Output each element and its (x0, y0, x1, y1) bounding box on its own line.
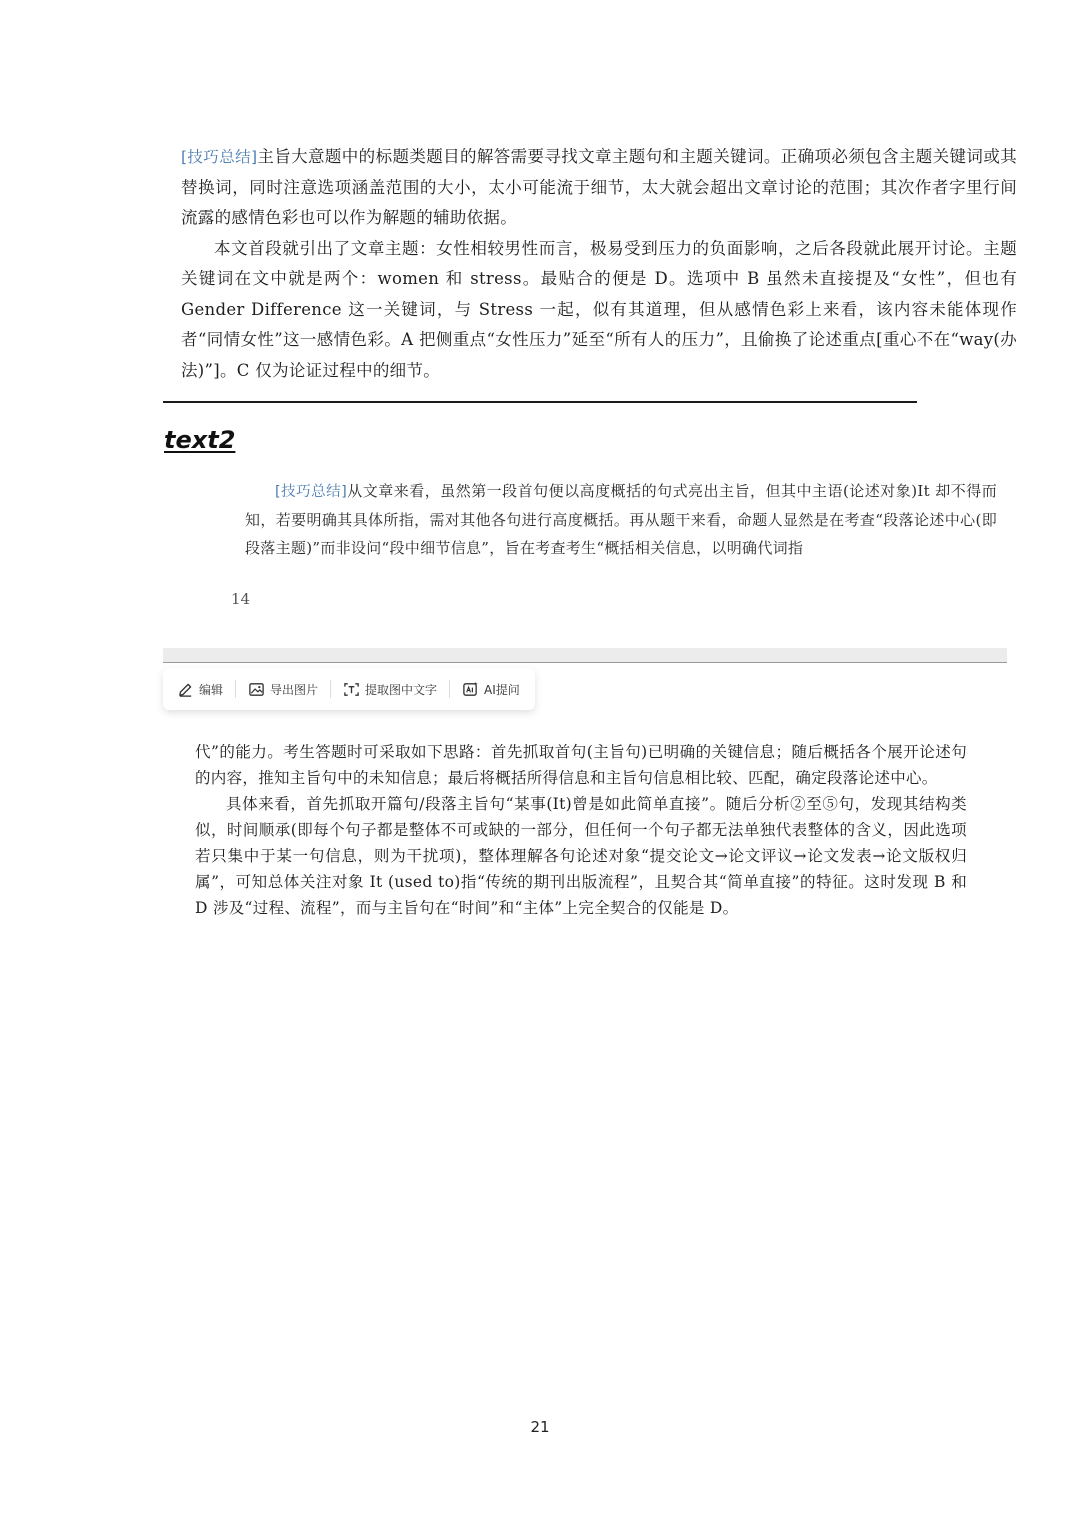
image-toolbar (163, 668, 535, 710)
extract-text-button[interactable] (337, 668, 443, 710)
toolbar-separator (330, 680, 331, 698)
toolbar-separator (235, 680, 236, 698)
image-icon (248, 681, 265, 698)
tip-summary-tag-2: [技巧总结] (275, 484, 348, 500)
paragraph-tip-summary (181, 142, 1017, 234)
pen-icon (177, 681, 194, 698)
text-scan-icon (343, 681, 360, 698)
scan-page-number: 14 (231, 590, 251, 608)
toolbar-separator (449, 680, 450, 698)
excerpt-text1 (181, 142, 1017, 386)
ai-ask-label: AI提问 (484, 682, 520, 697)
ai-icon (462, 681, 479, 698)
edit-label: 编辑 (199, 682, 224, 697)
export-image-button[interactable] (242, 668, 324, 710)
scan-edge-strip (163, 648, 1007, 663)
export-image-label: 导出图片 (270, 682, 319, 697)
paragraph-detailed-analysis: 具体来看，首先抓取开篇句/段落主旨句“某事(It)曾是如此简单直接”。随后分析②至⑤句，发现其结构类似，时间顺承(即每个句子都是整体不可或缺的一部分，但任何一个句子都无法单独代表整体的含义，因此选项若只集中于某一句信息，则为干扰项)，整体理解各句论述对象“提交论文→论文评议→论文发表→论文版权归属”，可知总体关注对象 It (used to)指“传统的期刊出版流程”，且契合其“简单直接”的特征。这时发现 B 和 D 涉及“过程、流程”，而与主旨句在“时间”和“主体”上完全契合的仅能是 D。 (195, 795, 967, 917)
extract-text-label: 提取图中文字 (365, 682, 438, 697)
section-divider (163, 401, 917, 403)
page-number: 21 (530, 1418, 550, 1436)
edit-button[interactable] (171, 668, 229, 710)
paragraph-analysis: 本文首段就引出了文章主题：女性相较男性而言，极易受到压力的负面影响，之后各段就此展开讨论。主题关键词在文中就是两个：women 和 stress。最贴合的便是 D。选项中 B 虽然未直接提及“女性”，但也有 Gender Difference 这一关键词，与 Stress 一起，似有其道理，但从感情色彩上来看，该内容未能体现作者“同情女性”这一感情色彩。A 把侧重点“女性压力”延至“所有人的压力”，且偷换了论述重点[重心不在“way(办法)”]。C 仅为论证过程中的细节。 (181, 238, 1017, 380)
tip-summary-text: 主旨大意题中的标题类题目的解答需要寻找文章主题句和主题关键词。正确项必须包含主题关键词或其替换词，同时注意选项涵盖范围的大小，太小可能流于细节，太大就会超出文章讨论的范围；其次作者字里行间流露的感情色彩也可以作为解题的辅助依据。 (181, 147, 1017, 227)
section-heading: text2 (164, 426, 236, 454)
tip-summary-text-2: 从文章来看，虽然第一段首句便以高度概括的句式亮出主旨，但其中主语(论述对象)It 却不得而知，若要明确其具体所指，需对其他各句进行高度概括。再从题干来看，命题人显然是在考查“段落论述中心(即段落主题)”而非设问“段中细节信息”，旨在考查考生“概括相关信息，以明确代词指 (245, 482, 997, 557)
ai-ask-button[interactable] (456, 668, 526, 710)
tip-summary-tag: [技巧总结] (181, 148, 258, 166)
paragraph-strategy: 代”的能力。考生答题时可采取如下思路：首先抓取首句(主旨句)已明确的关键信息；随后概括各个展开论述句的内容，推知主旨句中的未知信息；最后将概括所得信息和主旨句信息相比较、匹配，确定段落论述中心。 (195, 743, 967, 787)
paragraph-tip-summary-2 (245, 477, 997, 562)
excerpt-text2 (245, 477, 997, 562)
excerpt-text2-continued (195, 739, 967, 921)
